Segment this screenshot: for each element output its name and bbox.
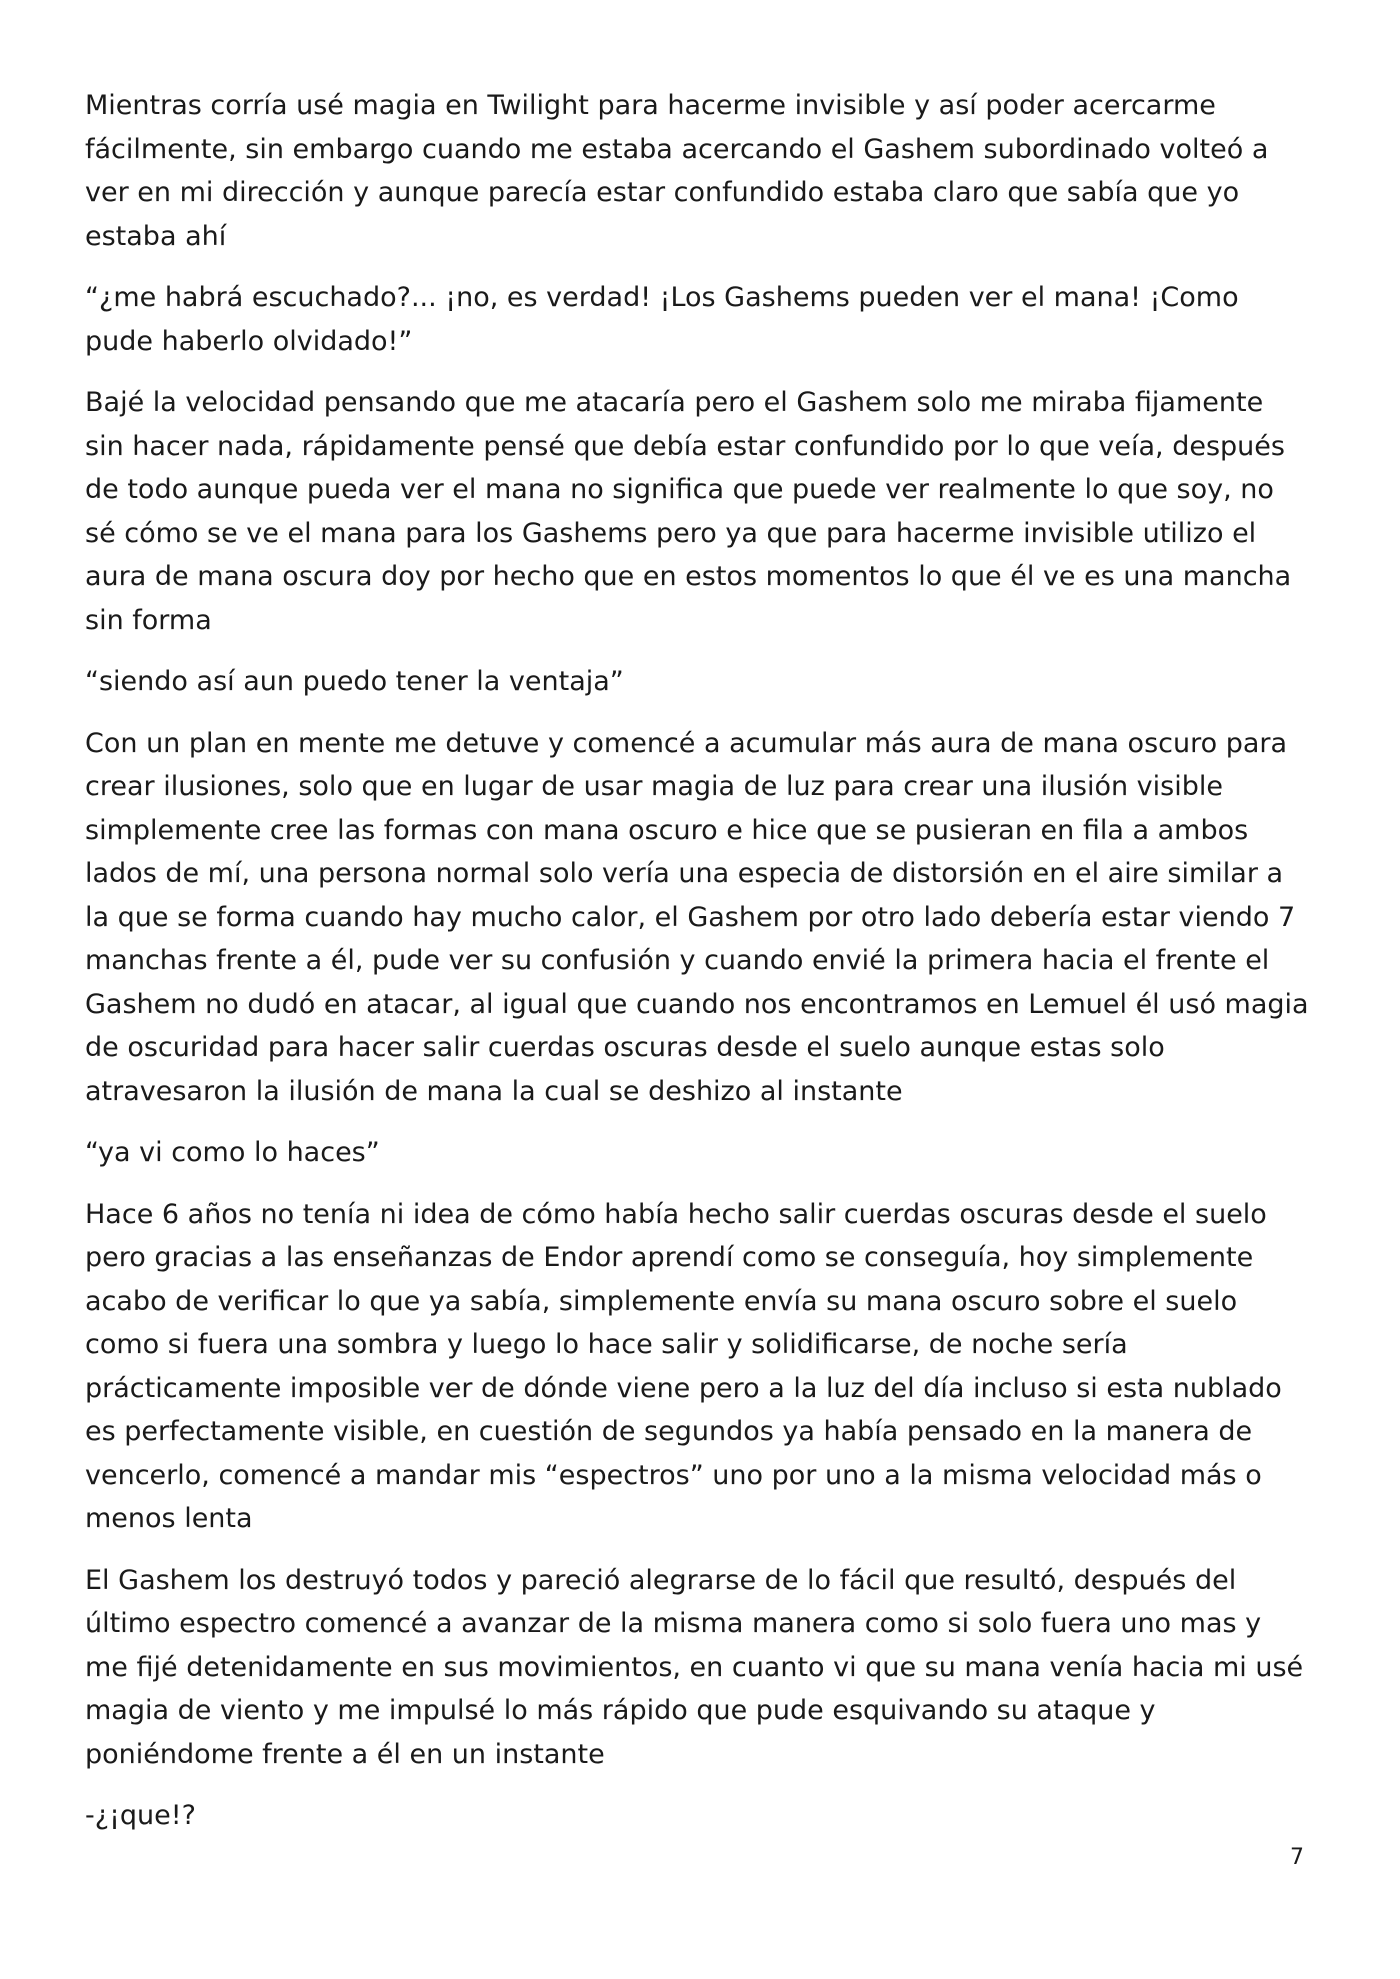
paragraph: “siendo así aun puedo tener la ventaja” (85, 666, 624, 697)
paragraph: Mientras corría usé magia en Twilight para hacerme invisible y así poder acercarme fácilmente, sin embargo cuando me estaba acercando el Gashem subordinado volteó a ver en mi dirección y aunque parecía estar confundido estaba claro que sabía que yo estaba ahí (85, 90, 1269, 252)
paragraph: Hace 6 años no tenía ni idea de cómo había hecho salir cuerdas oscuras desde el suelo pero gracias a las enseñanzas de Endor aprendí como se conseguía, hoy simplemente acabo de verificar lo que ya sabía, simplemente envía su mana oscuro sobre el suelo como si fuera una sombra y luego lo hace salir y solidificarse, de noche sería prácticamente imposible ver de dónde viene pero a la luz del día incluso si esta nublado es perfectamente visible, en cuestión de segundos ya había pensado en la manera de vencerlo, comencé a mandar mis “espectros” uno por uno a la misma velocidad más o menos lenta (85, 1198, 1282, 1534)
paragraph: “¿me habrá escuchado?... ¡no, es verdad! ¡Los Gashems pueden ver el mana! ¡Como pude haberlo olvidado!” (85, 282, 1239, 357)
paragraph: “ya vi como lo haces” (85, 1137, 380, 1168)
paragraph: Bajé la velocidad pensando que me atacaría pero el Gashem solo me miraba fijamente sin hacer nada, rápidamente pensé que debía estar confundido por lo que veía, después de todo aunque pueda ver el mana no significa que puede ver realmente lo que soy, no sé cómo se ve el mana para los Gashems pero ya que para hacerme invisible utilizo el aura de mana oscura doy por hecho que en estos momentos lo que él ve es una mancha sin forma (85, 387, 1292, 636)
paragraph: -¿¡que!? (85, 1800, 196, 1831)
paragraph: Con un plan en mente me detuve y comencé a acumular más aura de mana oscuro para crear ilusiones, solo que en lugar de usar magia de luz para crear una ilusión visible simplemente cree las formas con mana oscuro e hice que se pusieran en fila a ambos lados de mí, una persona normal solo vería una especia de distorsión en el aire similar a la que se forma cuando hay mucho calor, el Gashem por otro lado debería estar viendo 7 manchas frente a él, pude ver su confusión y cuando envié la primera hacia el frente el Gashem no dudó en atacar, al igual que cuando nos encontramos en Lemuel él usó magia de oscuridad para hacer salir cuerdas oscuras desde el suelo aunque estas solo atravesaron la ilusión de mana la cual se deshizo al instante (85, 727, 1309, 1107)
paragraph: El Gashem los destruyó todos y pareció alegrarse de lo fácil que resultó, después del último espectro comencé a avanzar de la misma manera como si solo fuera uno mas y me fijé detenidamente en sus movimientos, en cuanto vi que su mana venía hacia mi usé magia de viento y me impulsé lo más rápido que pude esquivando su ataque y poniéndome frente a él en un instante (85, 1564, 1304, 1770)
page-number: 7 (1290, 1845, 1304, 1870)
